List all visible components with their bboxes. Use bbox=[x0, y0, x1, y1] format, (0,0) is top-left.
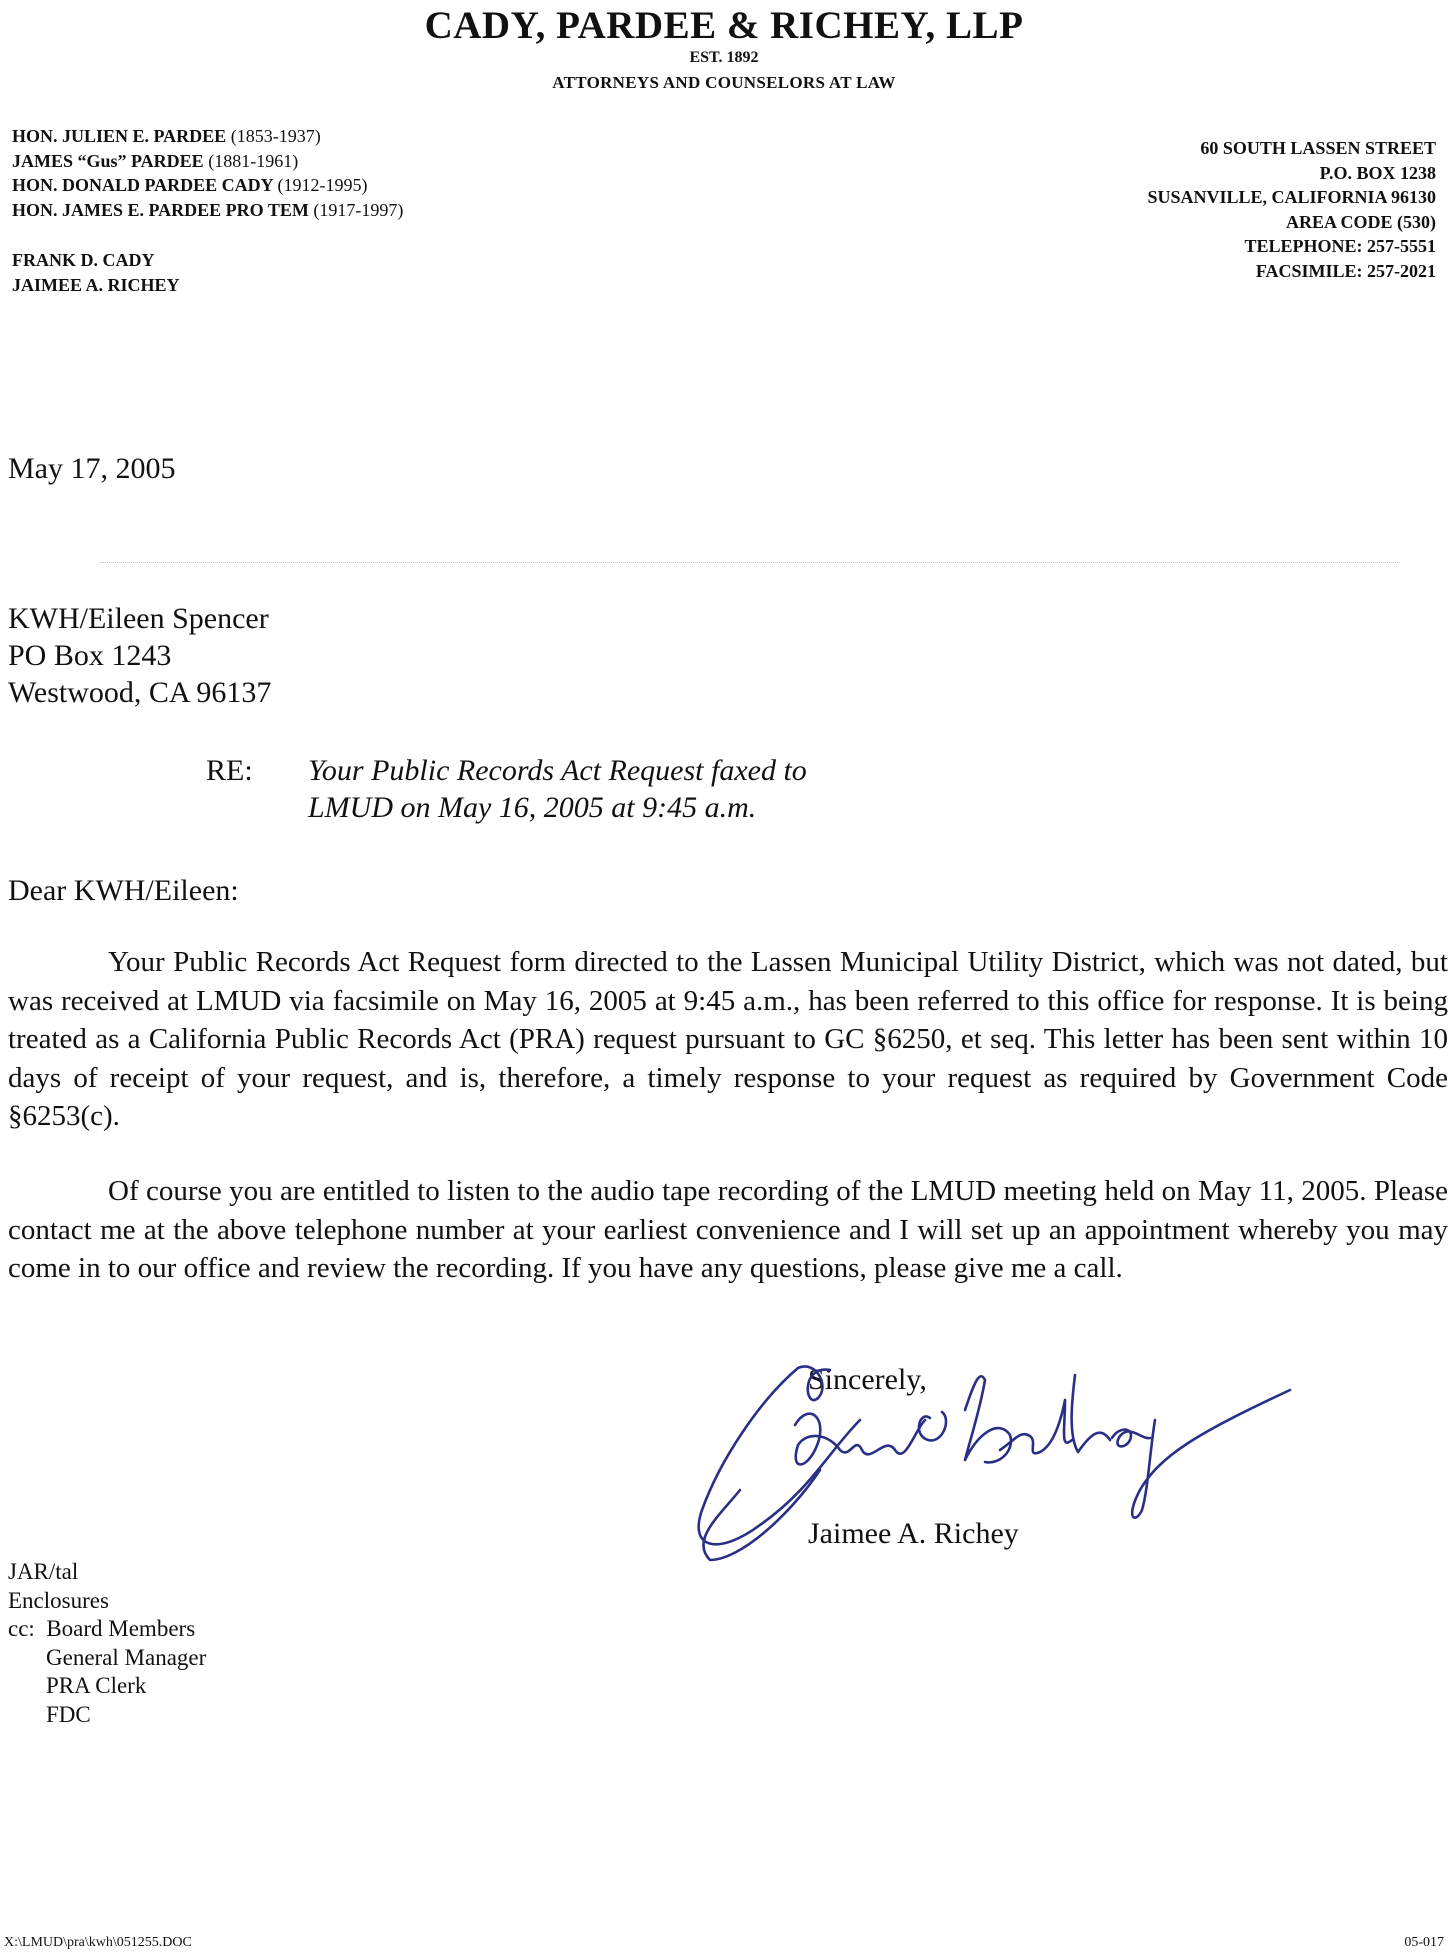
file-path: X:\LMUD\pra\kwh\051255.DOC bbox=[4, 1935, 192, 1950]
address-po-box: P.O. BOX 1238 bbox=[1319, 162, 1436, 183]
cc-recipient: PRA Clerk bbox=[46, 1673, 147, 1698]
attorney-name: FRANK D. CADY bbox=[12, 250, 155, 270]
recipient-name: KWH/Eileen Spencer bbox=[8, 602, 269, 635]
address-city: SUSANVILLE, CALIFORNIA 96130 bbox=[1147, 187, 1436, 207]
attorney-name: JAIMEE A. RICHEY bbox=[12, 274, 180, 295]
address-telephone: TELEPHONE: 257-5551 bbox=[1244, 236, 1436, 256]
closing: Sincerely, bbox=[808, 1363, 927, 1396]
past-partner: HON. JULIEN E. PARDEE (1853-1937) bbox=[12, 126, 321, 146]
firm-name: CADY, PARDEE & RICHEY, LLP bbox=[424, 4, 1024, 47]
recipient-po-box: PO Box 1243 bbox=[8, 639, 172, 672]
past-partner: HON. DONALD PARDEE CADY (1912-1995) bbox=[12, 175, 368, 195]
letter-notations bbox=[8, 1558, 206, 1729]
cc-recipient: Board Members bbox=[46, 1616, 196, 1641]
re-subject bbox=[308, 752, 807, 826]
firm-tagline: ATTORNEYS AND COUNSELORS AT LAW bbox=[552, 73, 896, 92]
past-partners-list bbox=[12, 124, 403, 222]
enclosures-notation: Enclosures bbox=[8, 1587, 109, 1613]
past-partner: JAMES “Gus” PARDEE (1881-1961) bbox=[12, 150, 299, 171]
firm-address bbox=[1147, 136, 1436, 283]
body-paragraph: Your Public Records Act Request form directed to the Lassen Municipal Utility District, which was not dated, but was received at LMUD via facsimile on May 16, 2005 at 9:45 a.m., has been referred to this office for response. It is being treated as a California Public Records Act (PRA) request pursuant to GC §6250, et seq. This letter has been sent within 10 days of receipt of your request, and is, therefore, a timely response to your request as required by Government Code §6253(c). bbox=[8, 946, 1448, 1132]
attorneys-list bbox=[12, 248, 180, 297]
cc-recipient: FDC bbox=[46, 1701, 91, 1727]
past-partner: HON. JAMES E. PARDEE PRO TEM (1917-1997) bbox=[12, 199, 404, 220]
cc-line bbox=[8, 1615, 206, 1644]
signer-name: Jaimee A. Richey bbox=[808, 1517, 1019, 1550]
letter-date: May 17, 2005 bbox=[8, 452, 176, 485]
scan-artifact-line bbox=[100, 562, 1400, 563]
re-subject-line: LMUD on May 16, 2005 at 9:45 a.m. bbox=[308, 791, 757, 824]
re-label: RE: bbox=[206, 754, 253, 787]
document-code: 05-017 bbox=[1404, 1935, 1444, 1950]
address-street: 60 SOUTH LASSEN STREET bbox=[1200, 138, 1436, 158]
firm-established: EST. 1892 bbox=[689, 49, 759, 66]
address-area-code: AREA CODE (530) bbox=[1285, 211, 1436, 232]
recipient-city: Westwood, CA 96137 bbox=[8, 676, 272, 709]
salutation: Dear KWH/Eileen: bbox=[8, 874, 239, 907]
re-subject-line: Your Public Records Act Request faxed to bbox=[308, 754, 807, 787]
recipient-address bbox=[8, 600, 271, 711]
typist-initials: JAR/tal bbox=[8, 1559, 79, 1584]
body-paragraph: Of course you are entitled to listen to the audio tape recording of the LMUD meeting held on May 11, 2005. Please contact me at the above telephone number at your earliest convenience and I will set up an appointment whereby you may come in to our office and review the recording. If you have any questions, please give me a call. bbox=[8, 1175, 1448, 1284]
address-facsimile: FACSIMILE: 257-2021 bbox=[1255, 260, 1436, 281]
cc-recipient: General Manager bbox=[46, 1644, 207, 1670]
cc-label: cc: bbox=[8, 1616, 35, 1641]
